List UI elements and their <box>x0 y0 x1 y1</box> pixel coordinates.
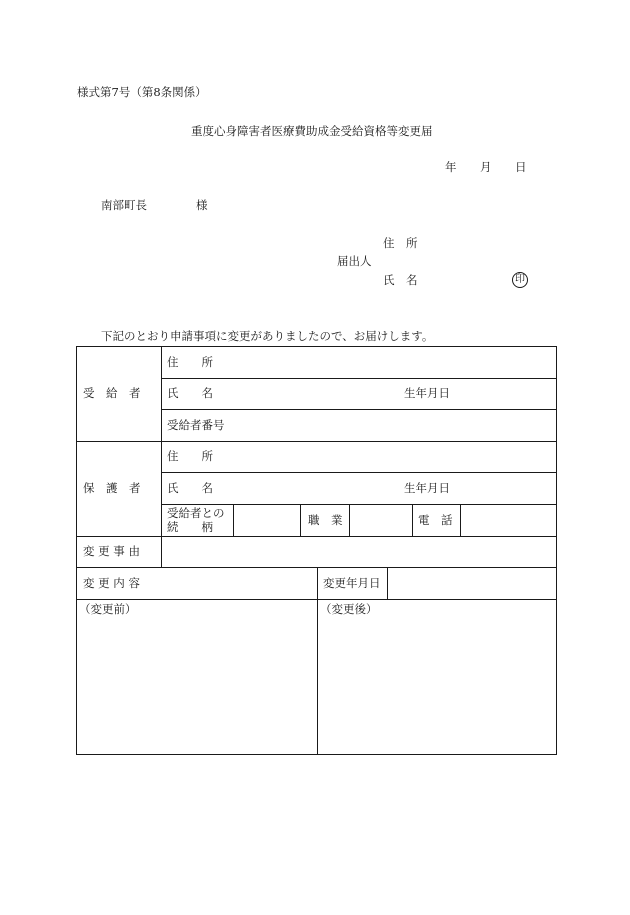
form-title: 重度心身障害者医療費助成金受給資格等変更届 <box>191 124 433 138</box>
occupation-label: 職 業 <box>308 513 343 527</box>
recipient-birthdate-label: 生年月日 <box>404 386 450 400</box>
row-divider <box>77 441 557 442</box>
form-table <box>76 346 557 755</box>
applicant-name-label: 氏 名 <box>383 273 418 287</box>
row-divider <box>161 472 557 473</box>
column-divider <box>387 567 388 599</box>
after-change-label: （変更後） <box>320 602 378 616</box>
change-content-label: 変 更 内 容 <box>83 576 140 590</box>
date-month-label: 月 <box>480 160 492 174</box>
relation-label-line1: 受給者との <box>167 506 225 520</box>
applicant-label: 届出人 <box>337 254 372 268</box>
seal-mark: 印 <box>512 272 528 288</box>
phone-label: 電 話 <box>418 513 453 527</box>
column-divider <box>317 567 318 755</box>
row-divider <box>77 536 557 537</box>
column-divider <box>161 347 162 567</box>
row-divider <box>161 504 557 505</box>
guardian-address-label: 住 所 <box>167 449 213 463</box>
row-divider <box>161 409 557 410</box>
column-divider <box>412 504 413 536</box>
change-reason-label: 変 更 事 由 <box>83 544 140 558</box>
recipient-heading: 受 給 者 <box>83 386 141 400</box>
date-year-label: 年 <box>445 160 457 174</box>
form-number: 様式第7号（第8条関係） <box>77 85 207 99</box>
column-divider <box>233 504 234 536</box>
applicant-address-label: 住 所 <box>383 236 418 250</box>
relation-label-line2: 続 柄 <box>167 520 213 534</box>
date-day-label: 日 <box>515 160 527 174</box>
guardian-heading: 保 護 者 <box>83 481 141 495</box>
recipient-address-label: 住 所 <box>167 355 213 369</box>
addressee-honorific: 様 <box>196 198 208 212</box>
row-divider <box>161 378 557 379</box>
recipient-name-label: 氏 名 <box>167 386 213 400</box>
before-change-label: （変更前） <box>79 602 137 616</box>
change-date-label: 変更年月日 <box>323 576 381 590</box>
addressee-name: 南部町長 <box>101 198 147 212</box>
column-divider <box>300 504 301 536</box>
recipient-number-label: 受給者番号 <box>167 418 225 432</box>
column-divider <box>460 504 461 536</box>
intro-text: 下記のとおり申請事項に変更がありましたので、お届けします。 <box>101 329 434 343</box>
column-divider <box>349 504 350 536</box>
guardian-name-label: 氏 名 <box>167 481 213 495</box>
guardian-birthdate-label: 生年月日 <box>404 481 450 495</box>
